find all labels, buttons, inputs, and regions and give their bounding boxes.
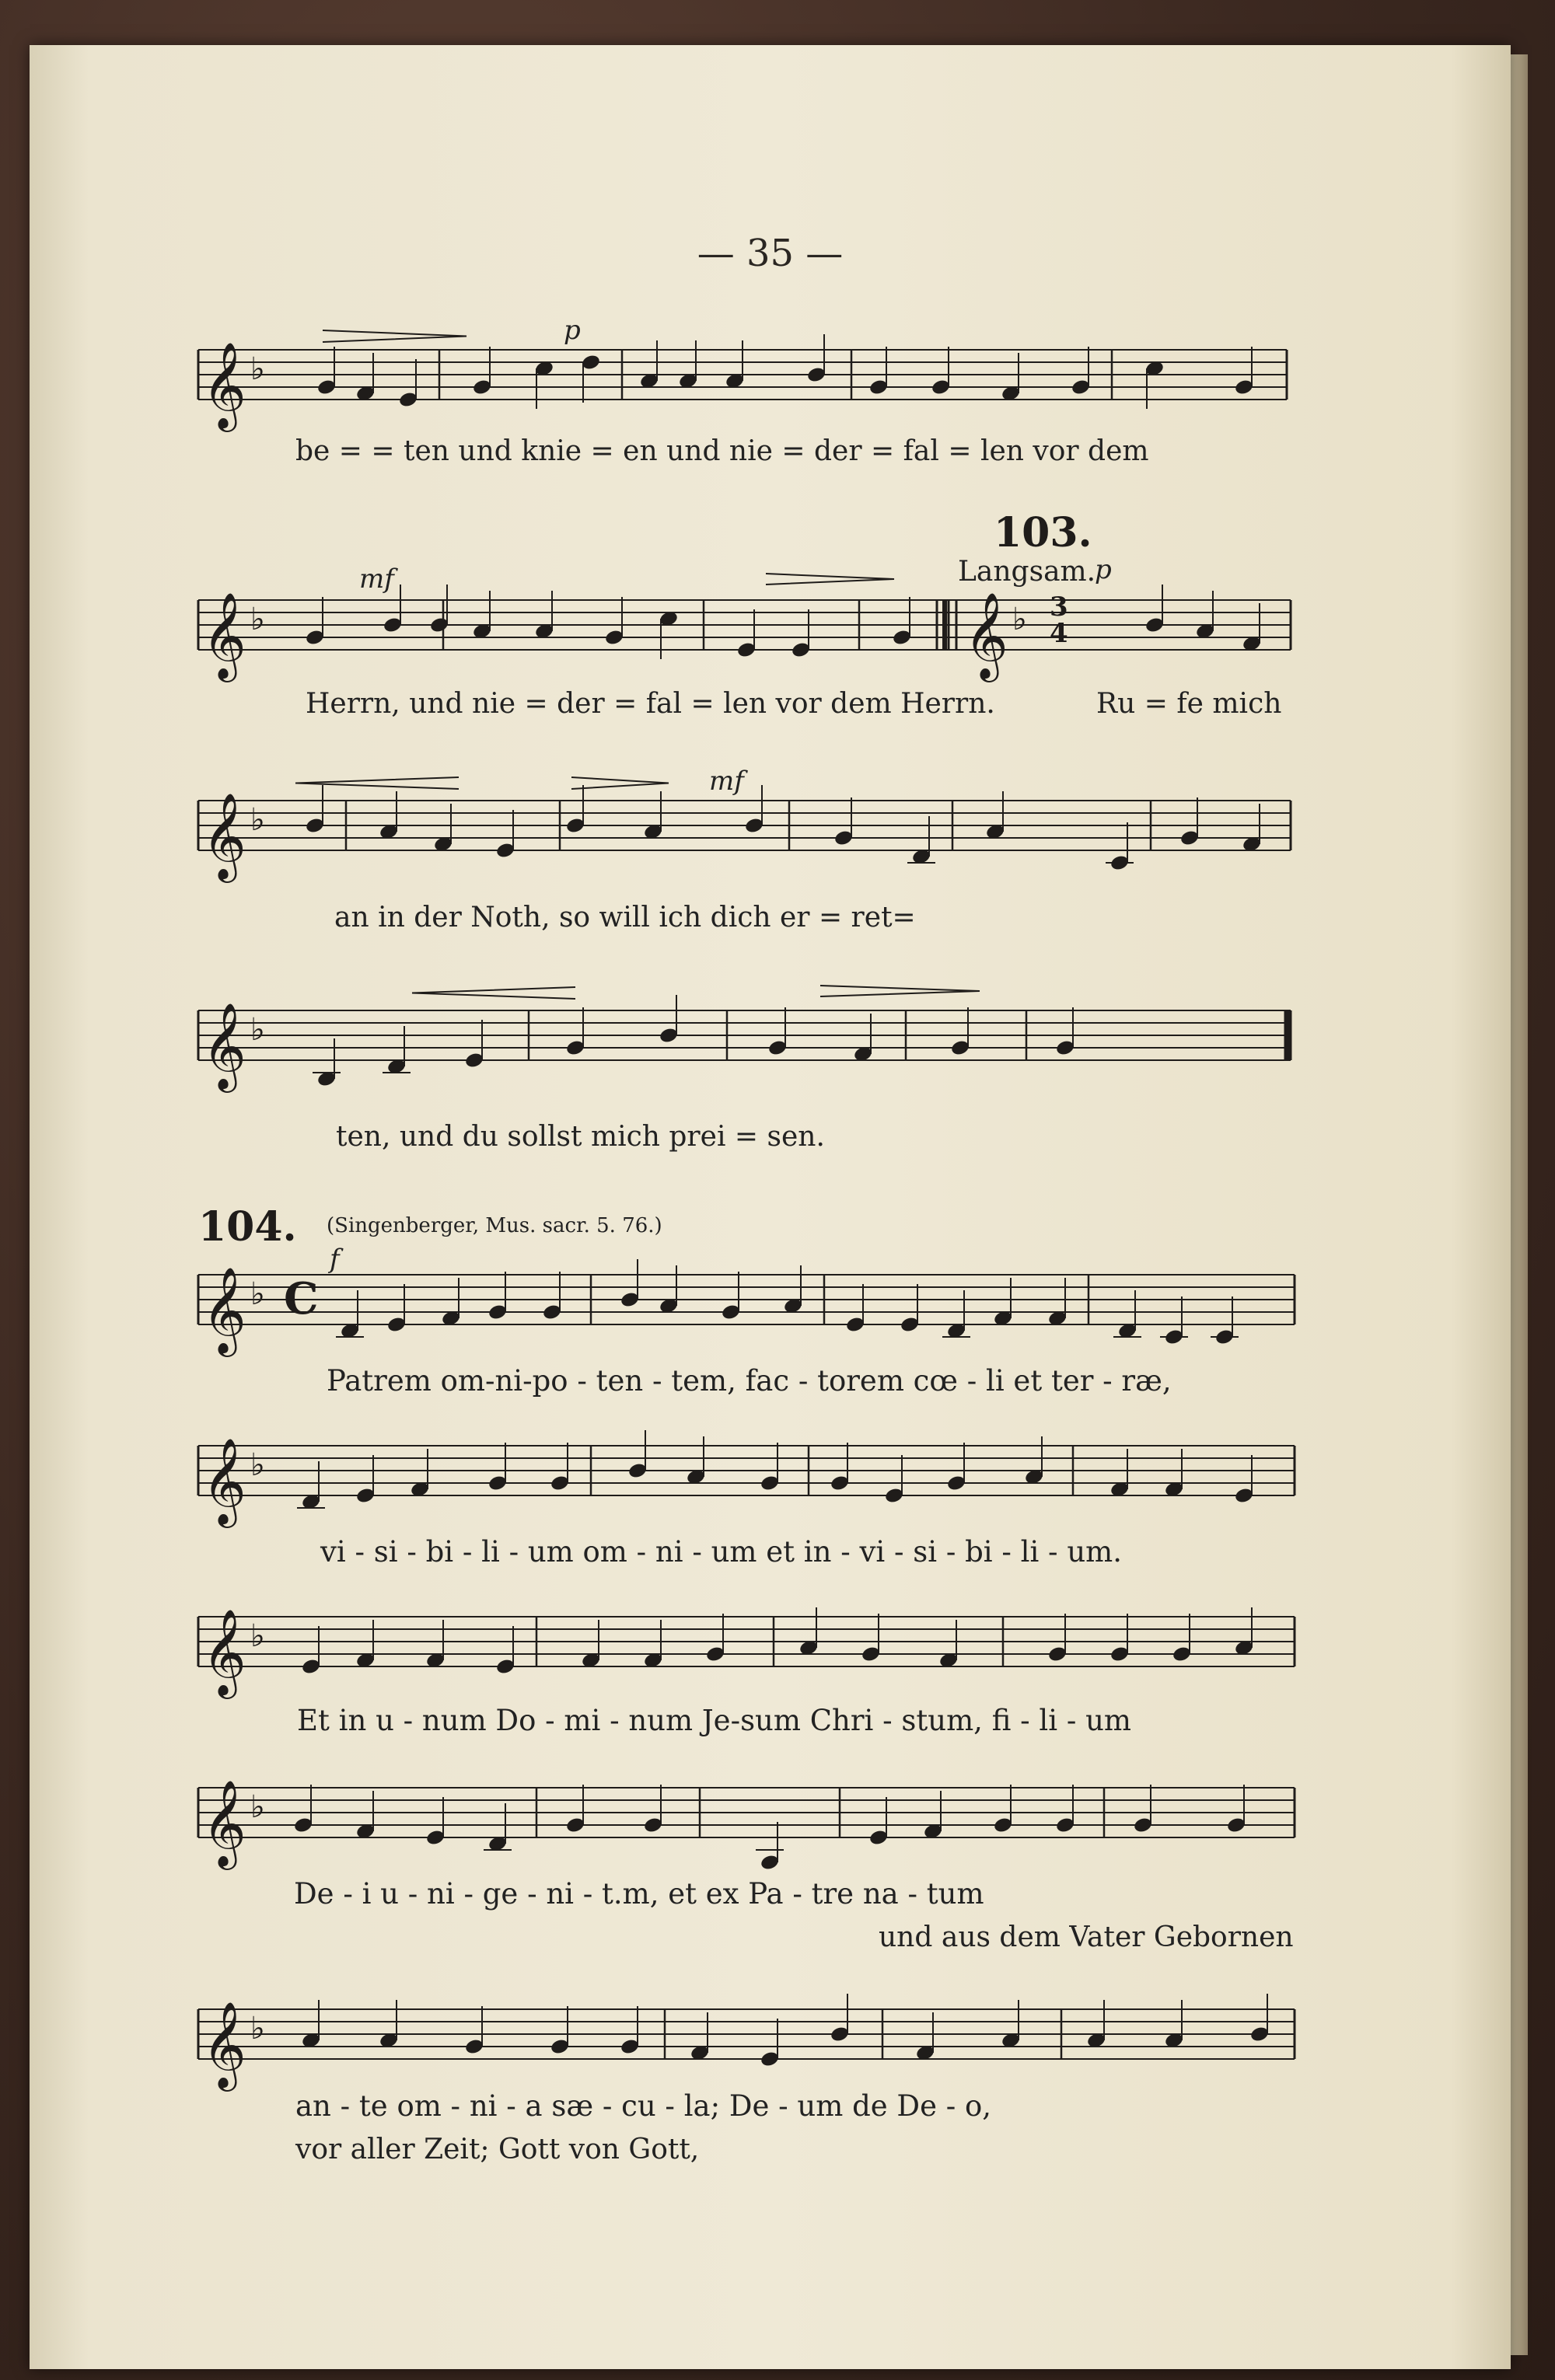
treble-clef-icon: 𝄞 [202,1779,246,1866]
lyric-line: vor aller Zeit; Gott von Gott, [295,2134,700,2165]
treble-clef-icon: 𝄞 [202,1608,246,1695]
treble-clef-icon: 𝄞 [202,792,246,879]
decrescendo-hairpin [323,330,466,342]
treble-clef-icon: 𝄞 [202,1002,246,1089]
key-flat-icon: ♭ [1012,602,1027,637]
time-signature-numerator: 3 [1050,592,1068,623]
key-flat-icon: ♭ [250,1276,265,1312]
treble-clef-icon: 𝄞 [202,592,246,679]
dynamic-p: p [564,315,581,346]
lyric-line: Ru = fe mich [1096,688,1282,720]
crescendo-hairpin [412,987,575,999]
treble-clef-icon: 𝄞 [202,1266,246,1353]
decrescendo-hairpin [820,986,980,996]
lyric-line: ten, und du sollst mich prei = sen. [336,1121,825,1153]
lyric-line: an - te om - ni - a sæ - cu - la; De - um de De - o, [295,2089,992,2123]
dynamic-mf: mf [709,766,744,797]
treble-clef-icon: 𝄞 [202,341,246,428]
tempo-marking: Langsam. [958,556,1096,588]
page-number: — 35 — [697,232,844,275]
key-flat-icon: ♭ [250,1012,265,1048]
treble-clef-icon: 𝄞 [202,2001,246,2088]
dynamic-mf: mf [359,564,394,595]
lyric-line: vi - si - bi - li - um om - ni - um et in - vi - si - bi - li - um. [320,1535,1122,1569]
treble-clef-icon: 𝄞 [202,1437,246,1524]
lyric-line: Patrem om-ni-po - ten - tem, fac - torem cœ - li et ter - ræ, [327,1364,1172,1398]
dynamic-p: p [1095,554,1112,585]
dynamic-f: f [330,1244,340,1275]
decrescendo-hairpin [766,574,894,585]
key-flat-icon: ♭ [250,602,265,637]
key-flat-icon: ♭ [250,1618,265,1654]
key-flat-icon: ♭ [250,351,265,387]
time-signature-denominator: 4 [1050,618,1068,649]
treble-clef-icon: 𝄞 [964,592,1008,679]
source-citation: (Singenberger, Mus. sacr. 5. 76.) [327,1214,662,1237]
lyric-line: De - i u - ni - ge - ni - t.m, et ex Pa - tre na - tum [294,1877,984,1911]
decrescendo-hairpin [571,777,669,789]
lyric-line: be = = ten und knie = en und nie = der = fal = len vor dem [295,435,1149,467]
key-flat-icon: ♭ [250,802,265,838]
crescendo-hairpin [295,777,459,789]
key-flat-icon: ♭ [250,2011,265,2047]
piece-number-104: 104. [198,1203,297,1251]
key-flat-icon: ♭ [250,1447,265,1483]
lyric-line: an in der Noth, so will ich dich er = ret= [334,902,916,934]
lyric-line: Herrn, und nie = der = fal = len vor dem Herrn. [306,688,995,720]
key-flat-icon: ♭ [250,1789,265,1825]
piece-number-103: 103. [994,509,1092,557]
lyric-line: und aus dem Vater Gebornen [879,1921,1294,1953]
lyric-line: Et in u - num Do - mi - num Je-sum Chri - stum, fi - li - um [297,1704,1132,1737]
common-time-icon: C [284,1273,319,1324]
